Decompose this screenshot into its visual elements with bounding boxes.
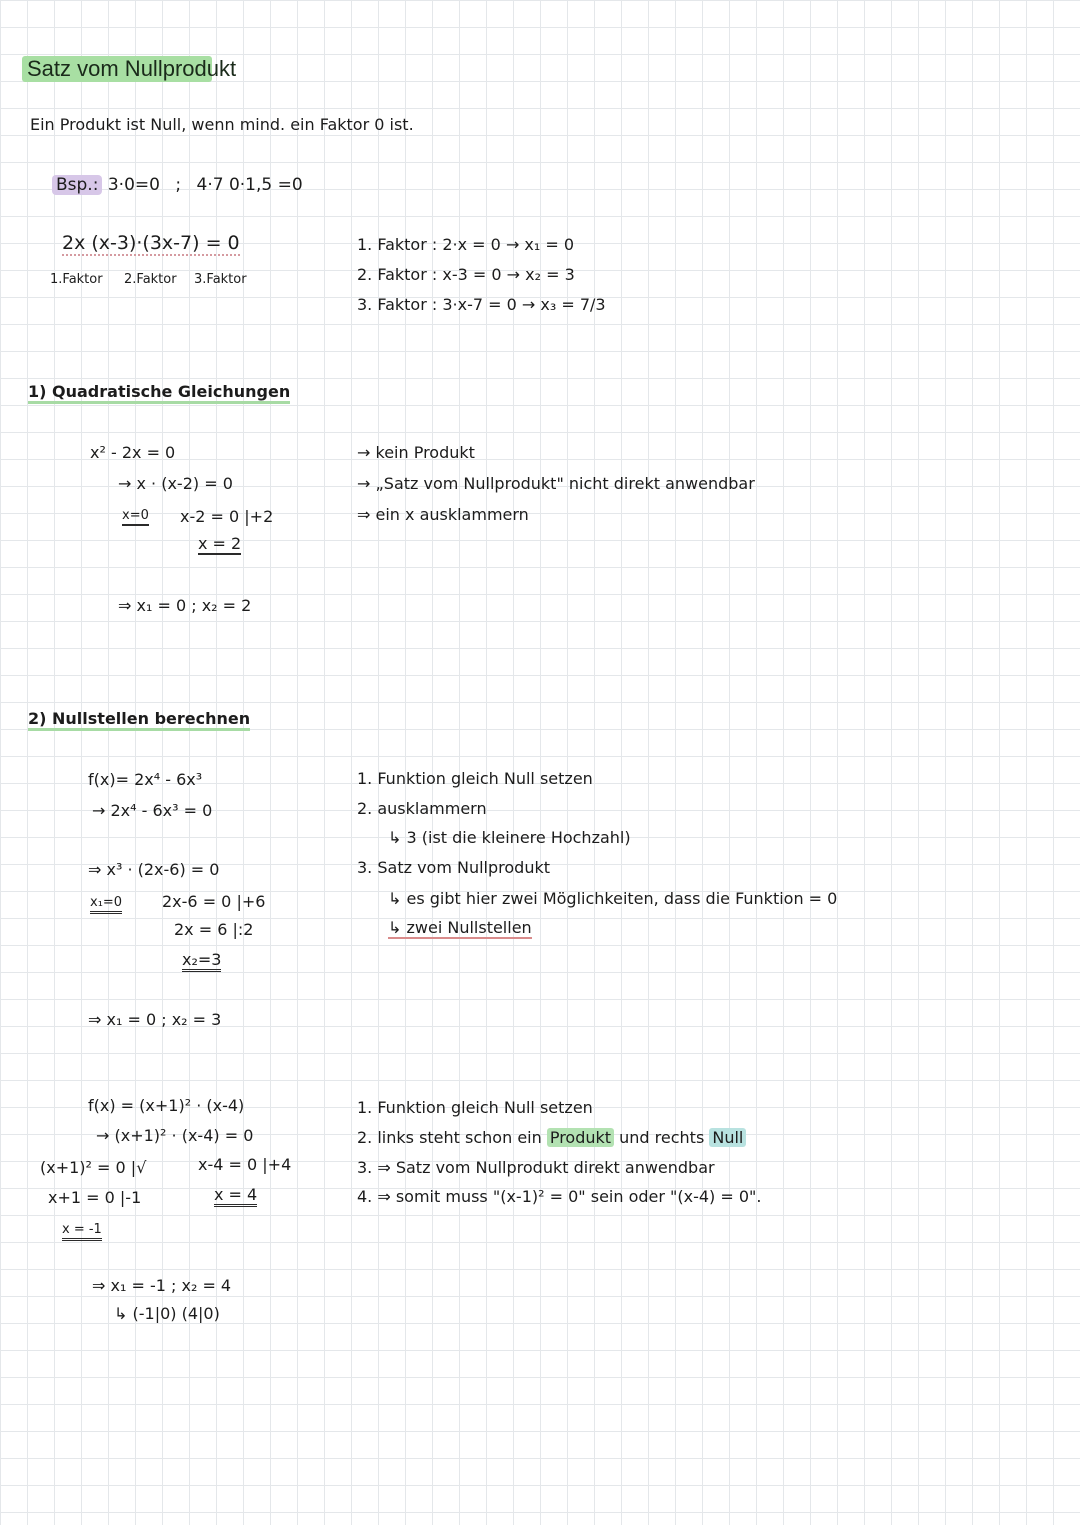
section-1-equation: x² - 2x = 0 [90, 443, 176, 462]
section-3-left-2: x+1 = 0 |-1 [48, 1188, 142, 1207]
section-2-function: f(x)= 2x⁴ - 6x³ [88, 770, 203, 789]
section-2-set-zero: → 2x⁴ - 6x³ = 0 [92, 801, 213, 820]
section-3-note-2b: Produkt [547, 1128, 614, 1147]
example-equation-text: 2x (x-3)·(3x-7) = 0 [62, 232, 240, 254]
section-3-note-2 [357, 1128, 746, 1147]
section-2-step-1: 2x-6 = 0 |+6 [162, 892, 266, 911]
section-3-note-4: 4. ⇒ somit muss "(x-1)² = 0" sein oder "(x-4) = 0". [357, 1187, 762, 1206]
page-title: Satz vom Nullprodukt [27, 56, 237, 81]
section-3-result: ⇒ x₁ = -1 ; x₂ = 4 [92, 1276, 232, 1295]
section-3-set-zero: → (x+1)² · (x-4) = 0 [96, 1126, 254, 1145]
section-3-right-2: x = 4 [214, 1185, 257, 1207]
section-2-note-1: 1. Funktion gleich Null setzen [357, 769, 593, 788]
section-1-heading-text: 1) Quadratische Gleichungen [28, 382, 290, 404]
example-solution-2: 2. Faktor : x-3 = 0 → x₂ = 3 [357, 265, 575, 284]
section-3-note-2c: und rechts [614, 1128, 710, 1147]
section-2-note-6-text: ↳ zwei Nullstellen [388, 918, 532, 937]
section-1-note-3: ⇒ ein x ausklammern [357, 505, 529, 524]
section-3-note-1: 1. Funktion gleich Null setzen [357, 1098, 593, 1117]
factor-label-1: 1.Faktor [50, 272, 103, 287]
section-2-note-6 [388, 918, 532, 937]
section-1-result: ⇒ x₁ = 0 ; x₂ = 2 [118, 596, 252, 615]
section-2-x0: x₁=0 [90, 895, 122, 914]
example-label: Bsp.: [52, 175, 102, 195]
section-3-left-3: x = -1 [62, 1222, 102, 1241]
section-1-x2: x = 2 [198, 534, 241, 555]
example-text-2: 4·7 0·1,5 =0 [196, 175, 303, 195]
factor-label-2: 2.Faktor [124, 272, 177, 287]
section-3-right-1: x-4 = 0 |+4 [198, 1155, 292, 1174]
example-text-1: 3·0=0 [107, 175, 160, 195]
section-3-note-2d: Null [709, 1128, 746, 1147]
example-equation [62, 232, 240, 255]
section-3-points: ↳ (-1|0) (4|0) [114, 1304, 220, 1323]
section-1-step: x-2 = 0 |+2 [180, 507, 274, 526]
section-3-function: f(x) = (x+1)² · (x-4) [88, 1096, 245, 1115]
example-solution-1: 1. Faktor : 2·x = 0 → x₁ = 0 [357, 235, 575, 254]
section-2-note-5: ↳ es gibt hier zwei Möglichkeiten, dass die Funktion = 0 [388, 889, 838, 908]
section-2-factored: ⇒ x³ · (2x-6) = 0 [88, 860, 220, 879]
example-separator: ; [175, 175, 182, 195]
section-2-step-2: 2x = 6 |:2 [174, 920, 254, 939]
section-2-note-2: 2. ausklammern [357, 799, 487, 818]
definition-text: Ein Produkt ist Null, wenn mind. ein Faktor 0 ist. [30, 115, 414, 134]
section-1-x0: x=0 [122, 508, 149, 526]
example-solution-3: 3. Faktor : 3·x-7 = 0 → x₃ = 7/3 [357, 295, 606, 314]
example-row [52, 175, 303, 195]
section-3-note-2a: 2. links steht schon ein [357, 1128, 547, 1147]
factor-label-3: 3.Faktor [194, 272, 247, 287]
section-1-note-1: → kein Produkt [357, 443, 475, 462]
section-2-heading [28, 709, 250, 728]
section-1-heading [28, 382, 290, 401]
section-1-factored: → x · (x-2) = 0 [118, 474, 233, 493]
section-2-result: ⇒ x₁ = 0 ; x₂ = 3 [88, 1010, 222, 1029]
section-2-note-4: 3. Satz vom Nullprodukt [357, 858, 551, 877]
section-2-x3: x₂=3 [182, 950, 221, 972]
section-3-left-1: (x+1)² = 0 |√ [40, 1158, 147, 1177]
section-2-heading-text: 2) Nullstellen berechnen [28, 709, 250, 731]
section-1-note-2: → „Satz vom Nullprodukt" nicht direkt anwendbar [357, 474, 755, 493]
section-3-note-3: 3. ⇒ Satz vom Nullprodukt direkt anwendbar [357, 1158, 715, 1177]
section-2-note-3: ↳ 3 (ist die kleinere Hochzahl) [388, 828, 631, 847]
